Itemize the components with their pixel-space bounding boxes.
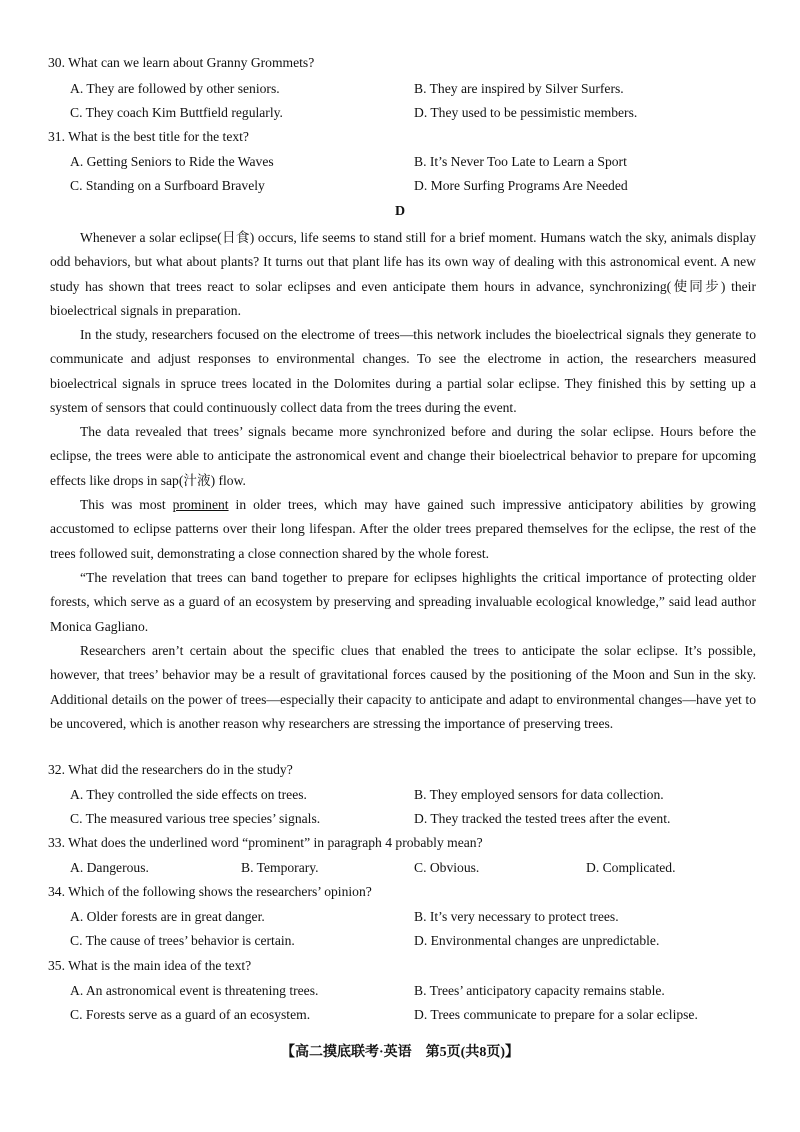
question-31-option-c: C. Standing on a Surfboard Bravely [70, 178, 265, 193]
passage-paragraph-3: The data revealed that trees’ signals became more synchronized before and during the solar eclipse. Hours before the eclipse, the trees were able to anticipate the astronomical event and change their bioelectrical behavior to prepare for upcoming effects like drops in sap(汁液) flow. [50, 424, 756, 488]
paragraph-4-text-before: This was most [80, 497, 173, 512]
question-35-option-c: C. Forests serve as a guard of an ecosystem. [70, 1007, 311, 1022]
question-35-option-b: B. Trees’ anticipatory capacity remains stable. [414, 983, 665, 998]
question-30-option-c: C. They coach Kim Buttfield regularly. [70, 105, 283, 120]
passage-paragraph-1: Whenever a solar eclipse(日食) occurs, life seems to stand still for a brief moment. Humans watch the sky, animals display odd behaviors, but what about plants? It turns out that plant life has its own way of dealing with this astronomical event. A new study has shown that trees react to solar eclipses and even anticipate them hours in advance, synchronizing(使同步) their bioelectrical signals in preparation. [50, 230, 756, 319]
question-30-option-d: D. They used to be pessimistic members. [414, 105, 638, 120]
passage-paragraph-2: In the study, researchers focused on the electrome of trees—this network includes the bioelectrical signals they generate to communicate and adjust responses to environmental changes. To see the electrome in action, the researchers measured bioelectrical signals in spruce trees located in the Dolomites during a partial solar eclipse. They finished this by setting up a system of sensors that could continuously collect data from the trees during the event. [50, 327, 756, 416]
question-34-option-d: D. Environmental changes are unpredictable. [414, 933, 660, 948]
passage-paragraph-6: Researchers aren’t certain about the specific clues that enabled the trees to anticipate the solar eclipse. It’s possible, however, that trees’ behavior may be a result of gravitational forces caused by the positioning of the Moon and Sun in the sky. Additional details on the power of trees—especially their capacity to anticipate and adapt to environmental changes—have yet to be uncovered, which is another reason why researchers are stressing the importance of preserving trees. [50, 643, 756, 732]
question-34-option-a: A. Older forests are in great danger. [70, 909, 265, 924]
question-35-stem: 35. What is the main idea of the text? [48, 958, 252, 973]
question-31-stem: 31. What is the best title for the text? [48, 129, 249, 144]
paragraph-4-text-after: in older trees, which may have gained such impressive anticipatory abilities by growing accustomed to eclipse patterns over their long lifespan. After the older trees prepared themselves for the eclipse, the rest of the trees followed suit, demonstrating a close connection shared by the whole forest. [50, 497, 756, 561]
question-32-option-a: A. They controlled the side effects on trees. [70, 787, 307, 802]
question-32-option-c: C. The measured various tree species’ signals. [70, 811, 321, 826]
question-33-stem: 33. What does the underlined word “prominent” in paragraph 4 probably mean? [48, 835, 483, 850]
question-30-option-b: B. They are inspired by Silver Surfers. [414, 81, 624, 96]
passage-paragraph-5: “The revelation that trees can band together to prepare for eclipses highlights the critical importance of protecting older forests, which serve as a guard of an ecosystem by preserving and spreading invaluable ecological knowledge,” said lead author Monica Gagliano. [50, 570, 756, 634]
question-31-option-a: A. Getting Seniors to Ride the Waves [70, 154, 274, 169]
question-30-stem: 30. What can we learn about Granny Grommets? [48, 55, 315, 70]
question-31-option-d: D. More Surfing Programs Are Needed [414, 178, 628, 193]
question-32-option-d: D. They tracked the tested trees after the event. [414, 811, 671, 826]
question-32-option-b: B. They employed sensors for data collection. [414, 787, 664, 802]
question-32-stem: 32. What did the researchers do in the study? [48, 762, 293, 777]
question-33-option-a: A. Dangerous. [70, 860, 149, 875]
question-33-option-c: C. Obvious. [414, 860, 480, 875]
question-35-option-a: A. An astronomical event is threatening trees. [70, 983, 319, 998]
passage-paragraph-4 [50, 493, 756, 566]
question-30-option-a: A. They are followed by other seniors. [70, 81, 280, 96]
question-35-option-d: D. Trees communicate to prepare for a solar eclipse. [414, 1007, 698, 1022]
question-34-option-b: B. It’s very necessary to protect trees. [414, 909, 619, 924]
page-footer: 【高二摸底联考·英语 第5页(共8页)】 [281, 1045, 519, 1060]
question-31-option-b: B. It’s Never Too Late to Learn a Sport [414, 154, 627, 169]
question-33-option-b: B. Temporary. [241, 860, 319, 875]
question-34-stem: 34. Which of the following shows the researchers’ opinion? [48, 884, 372, 899]
underlined-word-prominent: prominent [172, 497, 229, 512]
question-33-option-d: D. Complicated. [586, 860, 676, 875]
section-label: D [394, 204, 406, 219]
question-34-option-c: C. The cause of trees’ behavior is certain. [70, 933, 295, 948]
